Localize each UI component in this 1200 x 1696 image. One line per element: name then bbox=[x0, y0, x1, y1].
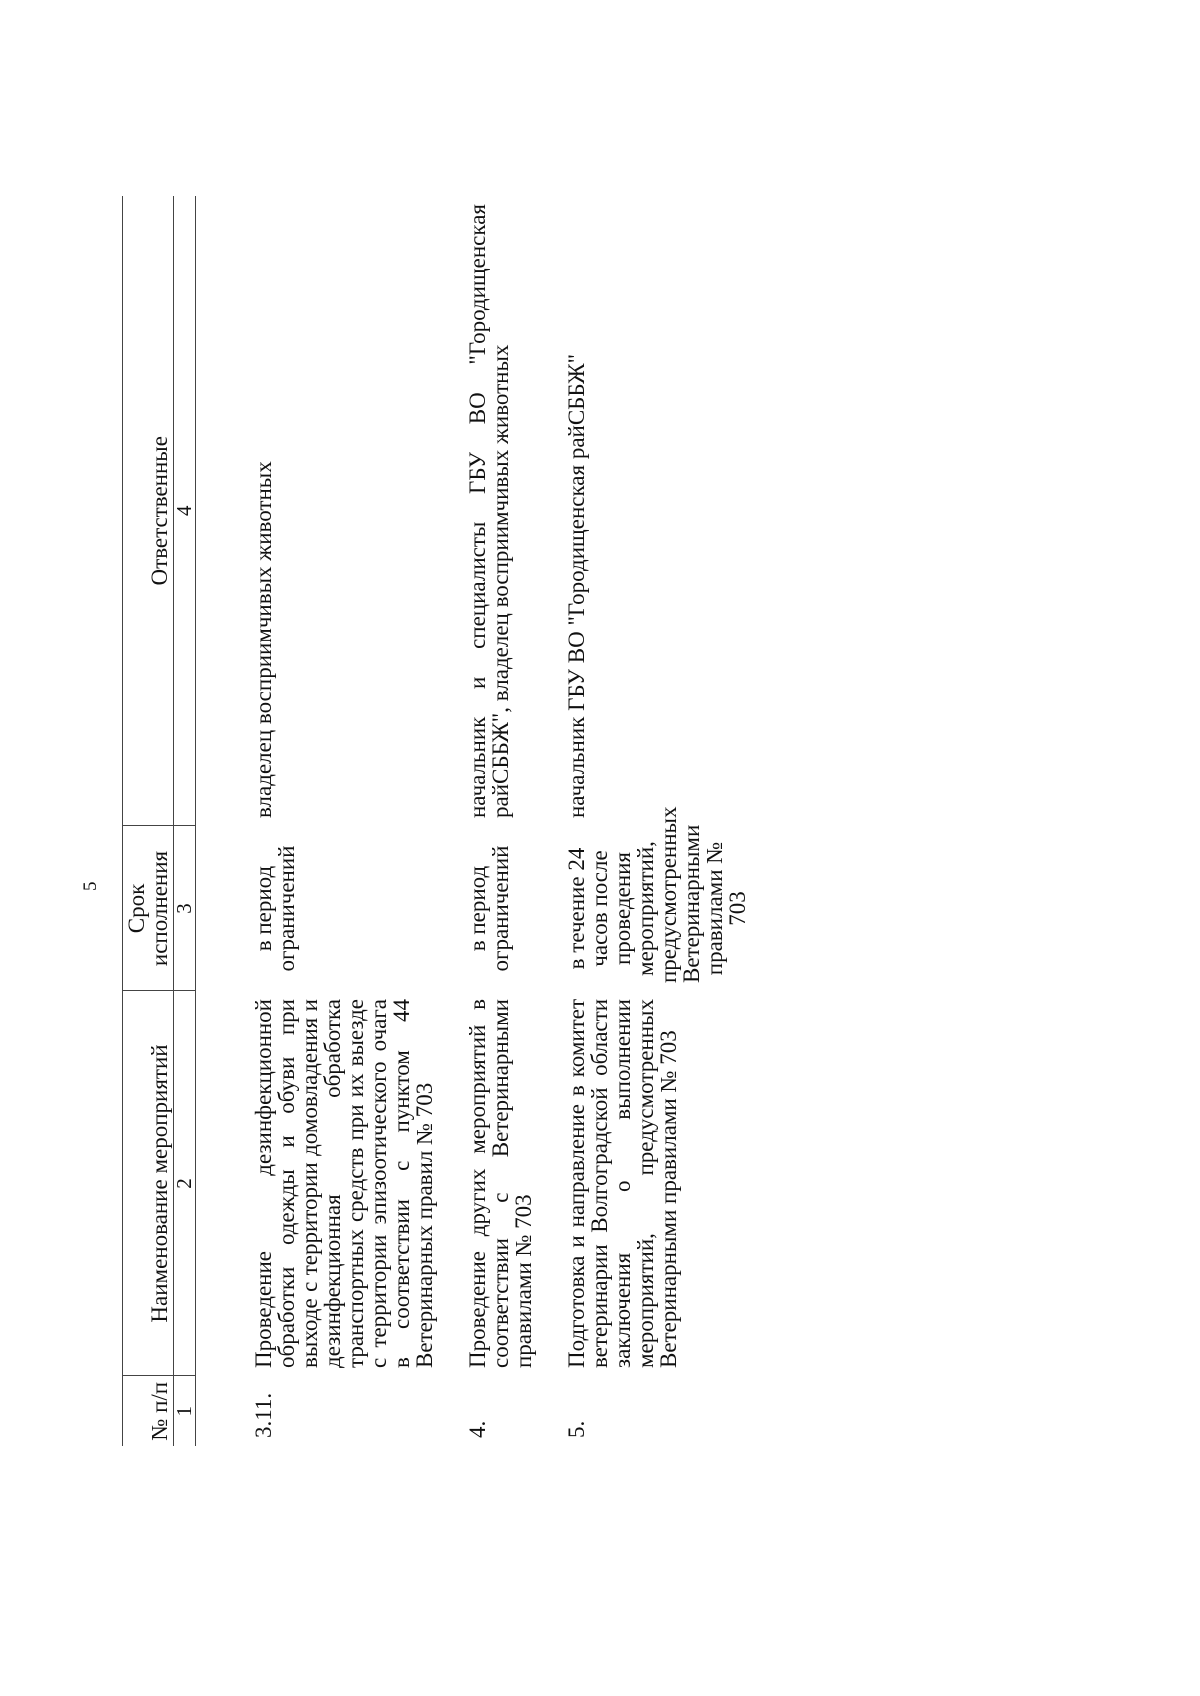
responsible: владелец восприимчивых животных bbox=[251, 461, 276, 818]
column-number: 4 bbox=[174, 196, 196, 826]
measure-name: Проведение дезинфекционной обработки одежды и обуви при выходе с территории домовладения и дезинфекционная обработка транспортных средств при их выезде с территории эпизоотического очага в соответствии с пунктом 44 Ветеринарных правил № 703 bbox=[251, 999, 437, 1368]
deadline: в период ограничений bbox=[465, 845, 513, 972]
header-number: № п/п bbox=[123, 1376, 174, 1446]
measures-table bbox=[122, 196, 779, 1446]
column-number: 2 bbox=[174, 991, 196, 1376]
row-number: 5. bbox=[564, 1420, 589, 1438]
spacer-row bbox=[196, 196, 253, 1446]
column-number: 1 bbox=[174, 1376, 196, 1446]
header-deadline: Срок исполнения bbox=[123, 826, 174, 991]
deadline: в течение 24 часов после проведения мероприятий, предусмотренных Ветеринарными правилами № 703 bbox=[564, 806, 750, 983]
table-header-row bbox=[123, 196, 174, 1446]
table-row bbox=[252, 196, 466, 1446]
responsible: начальник и специалисты ГБУ ВО "Городищенская райСББЖ", владелец восприимчивых животных bbox=[465, 204, 513, 818]
header-measure-name: Наименование мероприятий bbox=[123, 991, 174, 1376]
table-row bbox=[466, 196, 565, 1446]
column-number: 3 bbox=[174, 826, 196, 991]
row-number: 3.11. bbox=[251, 1392, 276, 1438]
column-number-row bbox=[174, 196, 196, 1446]
row-number: 4. bbox=[465, 1420, 490, 1438]
responsible: начальник ГБУ ВО "Городищенская райСББЖ" bbox=[564, 353, 589, 818]
deadline: в период ограничений bbox=[251, 845, 299, 972]
page-number: 5 bbox=[80, 881, 101, 891]
measure-name: Проведение других мероприятий в соответствии с Ветеринарными правилами № 703 bbox=[465, 999, 536, 1368]
header-responsible: Ответственные bbox=[123, 196, 174, 826]
measure-name: Подготовка и направление в комитет ветеринарии Волгоградской области заключения о выполнении мероприятий, предусмотренных Ветеринарными правилами № 703 bbox=[564, 999, 681, 1368]
table-row bbox=[565, 196, 779, 1446]
